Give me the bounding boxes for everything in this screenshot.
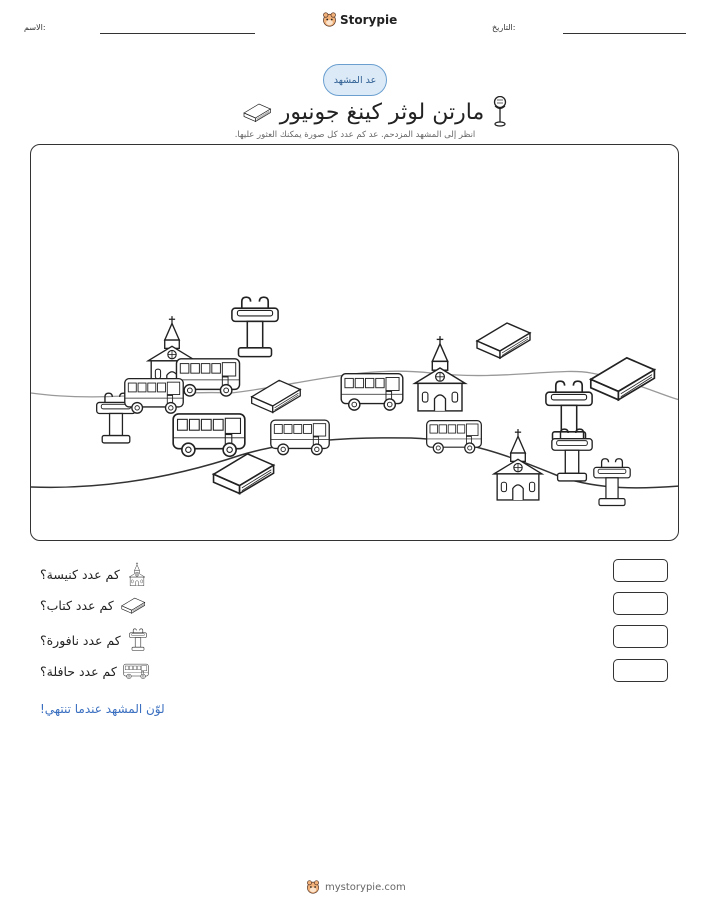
coloring-note: لوّن المشهد عندما تنتهي! — [40, 702, 165, 716]
question-text: كم عدد نافورة؟ — [40, 632, 121, 648]
date-line[interactable] — [563, 33, 686, 34]
book-icon — [120, 596, 146, 614]
book-4 — [214, 454, 274, 494]
name-label: الاسم: — [24, 23, 46, 32]
answer-box-bus[interactable] — [613, 659, 668, 682]
question-text: كم عدد حافلة؟ — [40, 663, 117, 679]
bus-icon — [123, 662, 149, 680]
book-icon — [242, 101, 272, 123]
title-text: مارتن لوثر كينغ جونيور — [279, 99, 485, 125]
answer-box-book[interactable] — [613, 592, 668, 615]
name-line[interactable] — [100, 33, 255, 34]
fountain-3 — [546, 381, 592, 440]
microphone-icon — [492, 96, 508, 128]
question-church — [40, 562, 148, 586]
scene-drawing — [31, 145, 679, 541]
church-icon — [126, 562, 148, 586]
activity-tag: عد المشهد — [323, 64, 387, 96]
brand-name: Storypie — [340, 12, 398, 27]
bus-3 — [341, 374, 403, 410]
answer-box-fountain[interactable] — [613, 625, 668, 648]
church-3 — [494, 429, 542, 500]
question-fountain — [40, 628, 149, 652]
question-text: كم عدد كتاب؟ — [40, 597, 114, 613]
answer-box-church[interactable] — [613, 559, 668, 582]
worksheet-title — [230, 94, 520, 130]
book-1 — [477, 323, 530, 358]
bus-1 — [176, 359, 239, 396]
footer-site: mystorypie.com — [325, 881, 406, 893]
bus-5 — [271, 420, 329, 455]
fountain-1 — [232, 297, 278, 356]
date-label: التاريخ: — [492, 23, 516, 32]
book-3 — [591, 358, 655, 400]
question-text: كم عدد كنيسة؟ — [40, 566, 120, 582]
bus-4 — [173, 414, 245, 456]
bus-6 — [427, 421, 482, 453]
question-book — [40, 596, 146, 614]
footer — [306, 880, 406, 894]
instructions: انظر إلى المشهد المزدحم. عد كم عدد كل صورة يمكنك العثور عليها. — [234, 130, 476, 140]
book-2 — [252, 380, 301, 412]
church-2 — [415, 336, 466, 411]
mascot-icon — [306, 880, 320, 894]
fountain-5 — [594, 459, 630, 506]
mascot-icon — [322, 12, 337, 27]
brand-logo — [322, 12, 397, 27]
counting-scene[interactable] — [30, 144, 679, 541]
question-bus — [40, 662, 149, 680]
fountain-icon — [127, 628, 149, 652]
bus-2 — [125, 379, 183, 414]
